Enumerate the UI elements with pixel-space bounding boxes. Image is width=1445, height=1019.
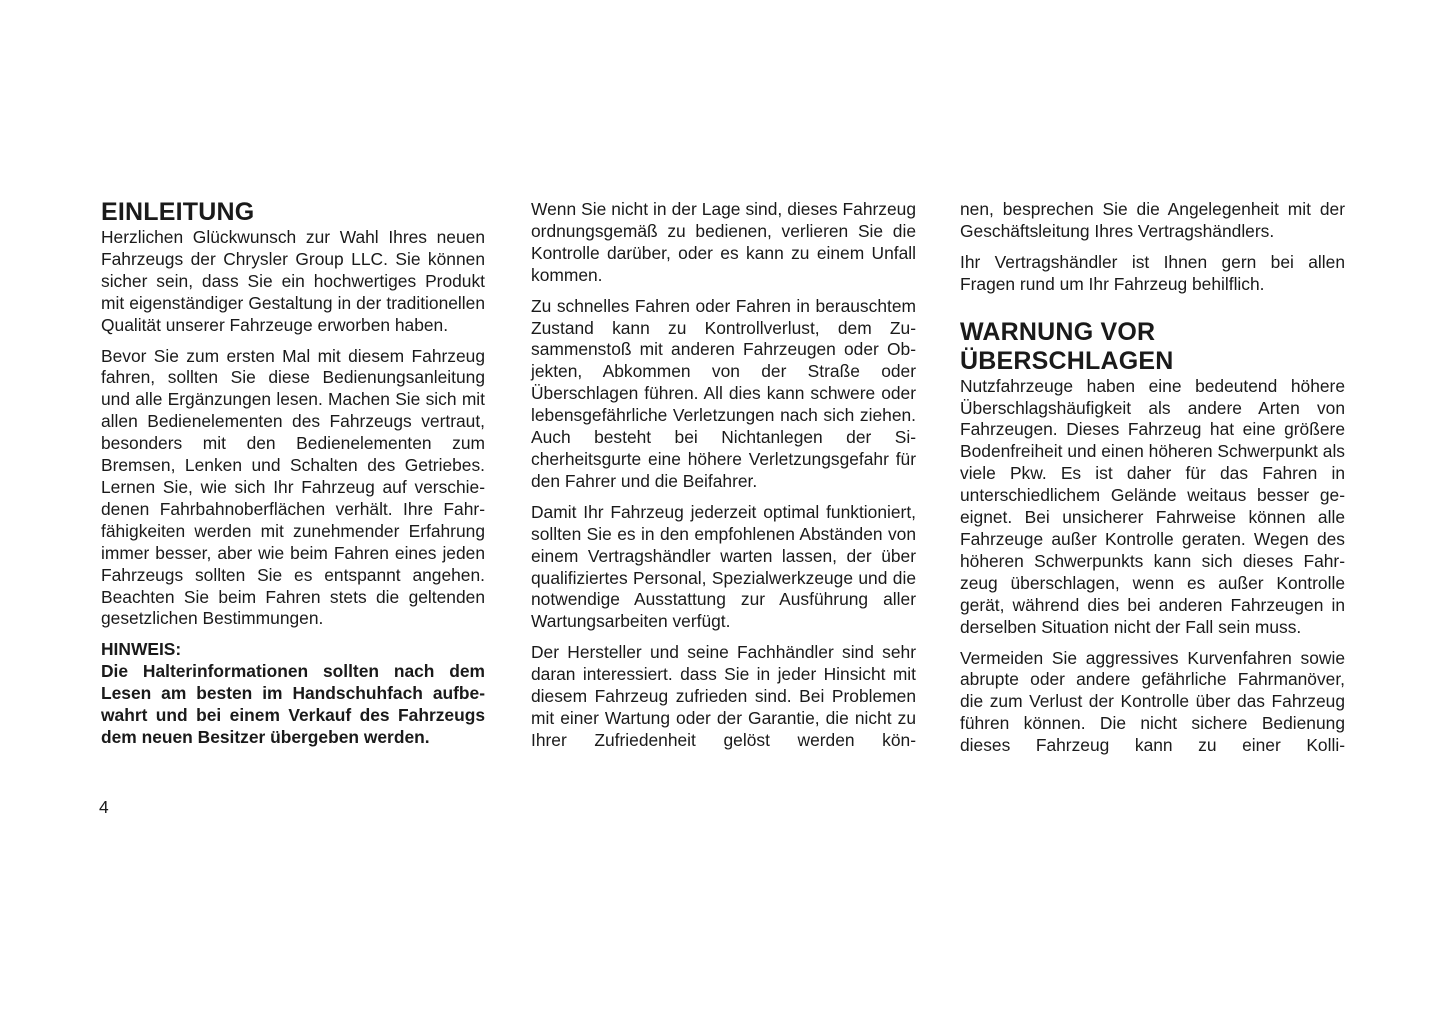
paragraph-maintenance: Damit Ihr Fahrzeug jederzeit optimal funktioniert, sollten Sie es in den empfohlenen Abständen von einem Vertragshändler warten lassen, der über qualifiziertes Personal, Spezialwerkzeuge und die notwendige Ausstattung zur Ausführung aller Wartungsarbeiten verfügt. bbox=[531, 501, 916, 632]
note-text: Die Halterinformationen sollten nach dem Lesen am besten im Handschuhfach aufbewahrt und bei einem Verkauf des Fahrzeugs dem neuen Besitzer übergeben werden. bbox=[101, 661, 485, 747]
section-heading-einleitung: EINLEITUNG bbox=[101, 198, 255, 226]
paragraph-satisfaction: Der Hersteller und seine Fachhändler sind sehr daran interessiert. dass Sie in jeder Hinsicht mit diesem Fahrzeug zufrieden sind. Bei Problemen mit einer Wartung oder der Garantie, die nicht zu Ihrer Zufriedenheit gelöst werden kön- bbox=[531, 642, 916, 750]
paragraph-control: Wenn Sie nicht in der Lage sind, dieses Fahrzeug ordnungsgemäß zu bedienen, verlieren Sie die Kontrolle darüber, oder es kann zu einem Unfall kommen. bbox=[531, 199, 916, 285]
column-left bbox=[101, 198, 485, 758]
paragraph-management: nen, besprechen Sie die Angelegenheit mit der Geschäftsleitung Ihres Vertragshändlers. bbox=[960, 199, 1345, 241]
paragraph-before-driving: Bevor Sie zum ersten Mal mit diesem Fahrzeug fahren, sollten Sie diese Bedienungsanleitung und alle Ergänzungen lesen. Machen Sie sich mit allen Bedienelementen des Fahrzeugs vertraut, besonders mit den Bedienelementen zum Bremsen, Lenken und Schalten des Getriebes. Lernen Sie, wie sich Ihr Fahrzeug auf verschiedenen Fahrbahnoberflächen verhält. Ihre Fahrfähigkeiten werden mit zunehmender Erfahrung immer besser, aber wie beim Fahren eines jeden Fahrzeugs sollten Sie es entspannt angehen. Beachten Sie beim Fahren stets die geltenden gesetzlichen Bestimmungen. bbox=[101, 345, 485, 629]
paragraph-dealer: Ihr Vertragshändler ist Ihnen gern bei allen Fragen rund um Ihr Fahrzeug behilflich. bbox=[960, 251, 1345, 294]
paragraph-rollover: Nutzfahrzeuge haben eine bedeutend höhere Überschlagshäufigkeit als andere Arten von Fahrzeugen. Dieses Fahrzeug hat eine größere Bodenfreiheit und einen höheren Schwerpunkt als viele Pkw. Es ist daher für das Fahren in unterschiedlichem Gelände weitaus besser geeignet. Bei unsicherer Fahrweise können alle Fahrzeuge außer Kontrolle geraten. Wegen des höheren Schwerpunkts kann sich dieses Fahrzeug überschlagen, wenn es außer Kontrolle gerät, während dies bei anderen Fahrzeugen in derselben Situation nicht der Fall sein muss. bbox=[960, 375, 1345, 637]
paragraph-intro: Herzlichen Glückwunsch zur Wahl Ihres neuen Fahrzeugs der Chrysler Group LLC. Sie können sicher sein, dass Sie ein hochwertiges Produkt mit eigenständiger Gestaltung in der traditionellen Qualität unserer Fahrzeuge erworben haben. bbox=[101, 227, 485, 335]
note-label: HINWEIS: bbox=[101, 639, 182, 660]
column-middle bbox=[531, 199, 916, 761]
section-heading-rollover-warning: WARNUNG VOR ÜBERSCHLAGEN bbox=[960, 317, 1174, 375]
column-right bbox=[960, 199, 1345, 766]
page-number: 4 bbox=[99, 797, 109, 817]
paragraph-avoid-maneuvers: Vermeiden Sie aggressives Kurvenfahren sowie abrupte oder andere gefährliche Fahrmanöver, die zum Verlust der Kontrolle über das Fahrzeug führen können. Die nicht sichere Bedienung dieses Fahrzeug kann zu einer Kolli- bbox=[960, 647, 1345, 756]
paragraph-speeding: Zu schnelles Fahren oder Fahren in berauschtem Zustand kann zu Kontrollverlust, dem Zusammenstoß mit anderen Fahrzeugen oder Objekten, Abkommen von der Straße oder Überschlagen führen. All dies kann schwere oder lebensgefährliche Verletzungen nach sich ziehen. Auch besteht bei Nichtanlegen der Sicherheitsgurte eine höhere Verletzungsgefahr für den Fahrer und die Beifahrer. bbox=[531, 295, 916, 491]
